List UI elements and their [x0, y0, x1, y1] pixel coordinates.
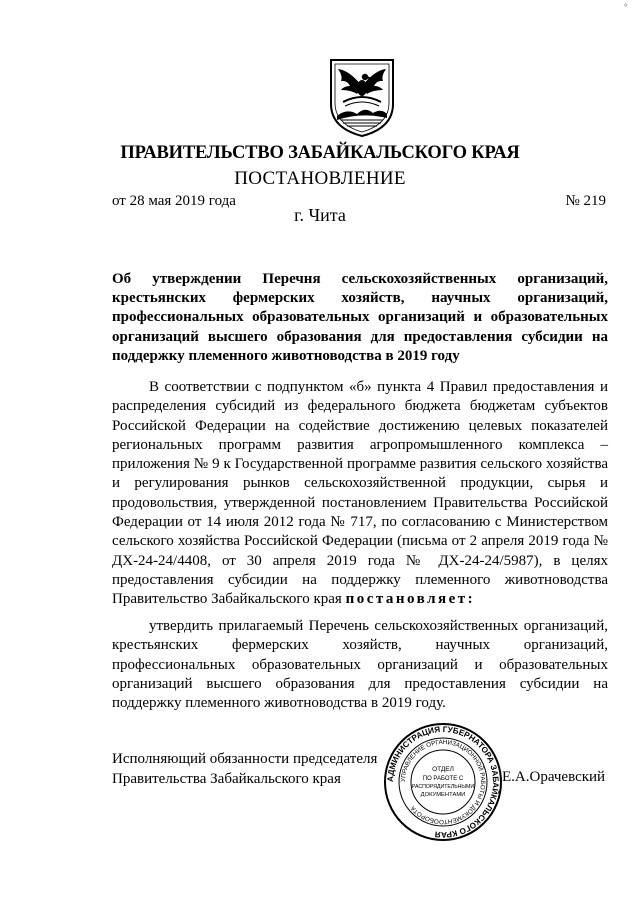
document-number: № 219	[565, 193, 606, 209]
preamble-paragraph	[112, 378, 608, 610]
signatory-position-line2: Правительства Забайкальского края	[112, 770, 341, 787]
resolves-word: постановляет:	[345, 591, 476, 608]
corner-mark: °	[624, 2, 628, 12]
stamp-inner-text: УПРАВЛЕНИЕ ОРГАНИЗАЦИОННОЙ РАБОТЫ И ДОКУМЕНТООБОРОТА	[399, 738, 487, 826]
stamp-center-line2: ПО РАБОТЕ С	[422, 776, 464, 782]
document-date: от 28 мая 2019 года	[112, 193, 236, 209]
stamp-outer-text: АДМИНИСТРАЦИЯ ГУБЕРНАТОРА ЗАБАЙКАЛЬСКОГО КРАЯ	[385, 724, 501, 840]
stamp-center-line1: ОТДЕЛ	[432, 766, 454, 773]
preamble-text: В соответствии с подпунктом «б» пункта 4 Правил предоставления и распределения субсидий из федерального бюджета бюджетам субъектов Российской Федерации на содействие достижению целевых показателей региональных программ развития агропромышленного комплекса – приложения № 9 к Государственной программе развития сельского хозяйства и регулирования рынков сельскохозяйственной продукции, сырья и продовольствия, утвержденной постановлением Правительства Российской Федерации от 14 июля 2012 года № 717, по согласованию с Министерством сельского хозяйства Российской Федерации (письма от 2 апреля 2019 года № ДХ-24-24/4408, от 30 апреля 2019 года № ДХ-24-24/5987), в целях предоставления субсидии на поддержку племенного животноводства Правительство Забайкальского края	[112, 379, 608, 608]
government-title: ПРАВИТЕЛЬСТВО ЗАБАЙКАЛЬСКОГО КРАЯ	[120, 143, 520, 163]
document-subject: Об утверждении Перечня сельскохозяйственных организаций, крестьянских фермерских хозяйств, научных организаций, профессиональных образовательных организаций и образовательных организаций высшего образования для предоставления субсидии на поддержку племенного животноводства в 2019 году	[112, 271, 608, 364]
official-stamp	[382, 721, 504, 843]
document-city: г. Чита	[294, 205, 346, 225]
signatory-name: Е.А.Орачевский	[502, 769, 606, 785]
stamp-center-line3: РАСПОРЯДИТЕЛЬНЫМИ	[411, 784, 475, 790]
signatory-position-line1: Исполняющий обязанности председателя	[112, 751, 378, 767]
resolution-paragraph: утвердить прилагаемый Перечень сельскохозяйственных организаций, крестьянских фермерских хозяйств, научных организаций, профессиональных образовательных организаций и образовательных организаций высшего образования для предоставления субсидии на поддержку племенного животноводства в 2019 году.	[112, 618, 608, 712]
stamp-center-line4: ДОКУМЕНТАМИ	[420, 792, 466, 798]
document-type-title: ПОСТАНОВЛЕНИЕ	[234, 168, 406, 189]
coat-of-arms-icon	[327, 56, 397, 138]
signatory-position	[112, 750, 377, 789]
